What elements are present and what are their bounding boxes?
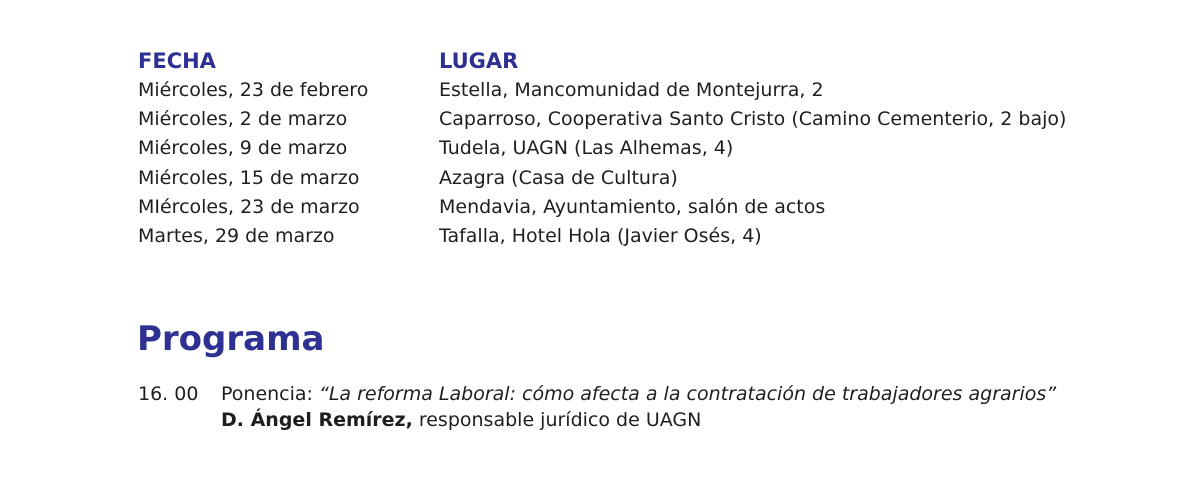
programa-heading: Programa <box>137 319 325 359</box>
lugar-cell: Estella, Mancomunidad de Montejurra, 2 <box>439 79 824 101</box>
talk-title: “La reforma Laboral: cómo afecta a la contratación de trabajadores agrarios” <box>319 383 1057 405</box>
fecha-cell: Miércoles, 23 de febrero <box>138 79 369 101</box>
speaker-role: responsable jurídico de UAGN <box>412 409 702 431</box>
fecha-cell: Miércoles, 9 de marzo <box>138 137 348 160</box>
fecha-header: FECHA <box>138 49 216 73</box>
programa-time: 16. 00 <box>138 383 199 405</box>
speaker-line <box>221 407 1121 433</box>
fecha-cell: Miércoles, 2 de marzo <box>138 108 348 131</box>
fecha-cell: MIércoles, 23 de marzo <box>138 195 360 218</box>
programa-entry <box>221 381 1121 433</box>
fecha-cell: Martes, 29 de marzo <box>138 224 335 247</box>
speaker-name: D. Ángel Remírez, <box>221 409 413 431</box>
lugar-cell: Caparroso, Cooperativa Santo Cristo (Camino Cementerio, 2 bajo) <box>439 108 1067 131</box>
lugar-cell: Tafalla, Hotel Hola (Javier Osés, 4) <box>439 224 762 247</box>
lugar-cell: Azagra (Casa de Cultura) <box>439 166 678 189</box>
lugar-cell: Mendavia, Ayuntamiento, salón de actos <box>439 195 826 218</box>
fecha-column <box>138 47 438 251</box>
talk-line <box>221 381 1121 407</box>
lugar-cell: Tudela, UAGN (Las Alhemas, 4) <box>439 137 734 160</box>
fecha-cell: Miércoles, 15 de marzo <box>138 166 360 189</box>
talk-prefix: Ponencia: <box>221 383 319 405</box>
lugar-column <box>439 47 1139 251</box>
lugar-header: LUGAR <box>439 49 519 73</box>
